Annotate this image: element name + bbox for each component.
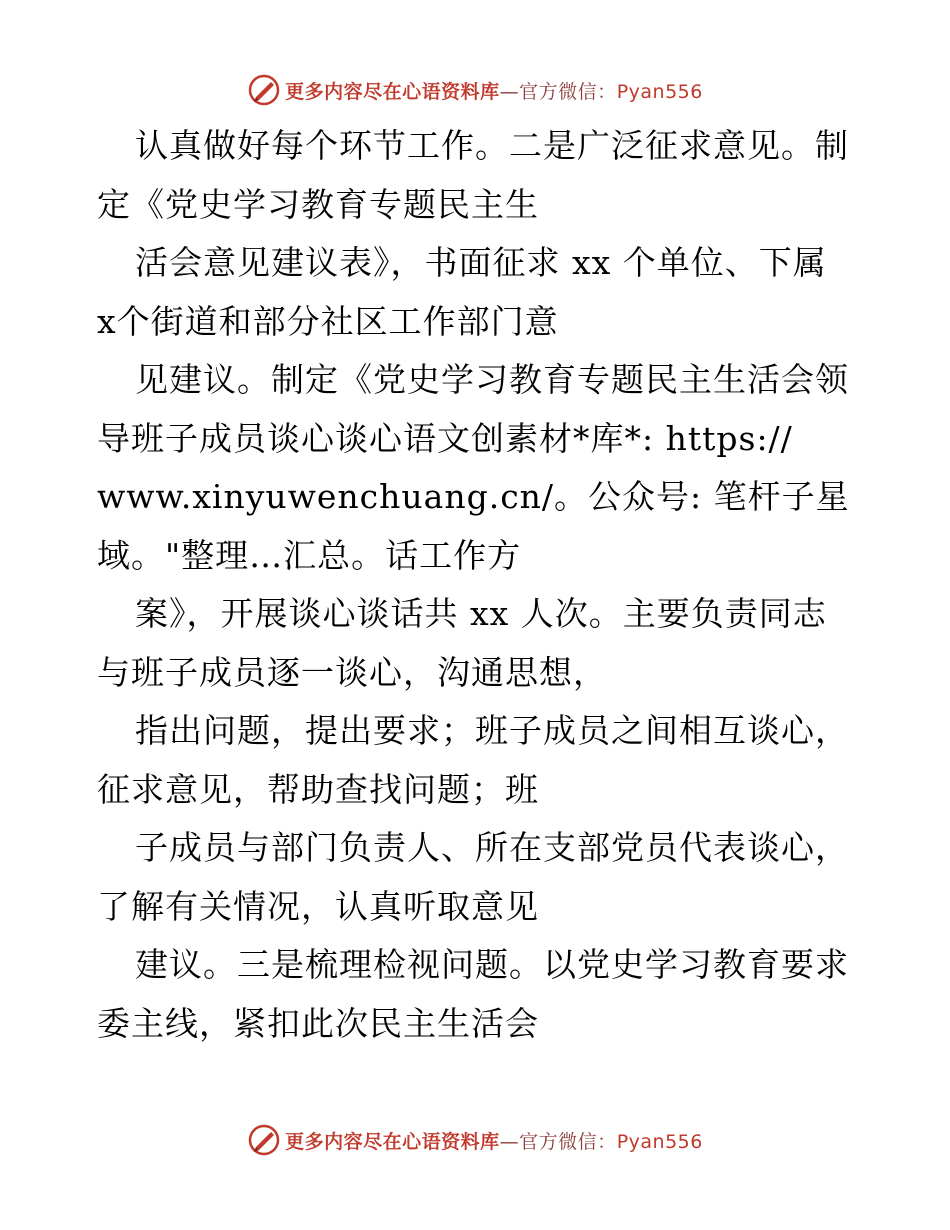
text-line: 见建议。制定《党史学习教育专题民主生活会领: [135, 360, 849, 399]
text-line: 子成员与部门负责人、所在支部党员代表谈心，: [135, 828, 849, 867]
text-line: 指出问题，提出要求；班子成员之间相互谈心，: [135, 711, 849, 750]
text-line: 征求意见，帮助查找问题；班: [97, 769, 539, 809]
banner-brand-text: 更多内容尽在心语资料库: [285, 80, 500, 103]
text-line: 导班子成员谈心谈心语文创素材*库*: https://: [97, 418, 793, 458]
text-line: x个街道和部分社区工作部门意: [97, 301, 559, 341]
text-line: 委主线，紧扣此次民主生活会: [97, 1003, 539, 1043]
brand-logo-icon: [247, 73, 281, 107]
text-line: 与班子成员逐一谈心，沟通思想，: [97, 652, 607, 692]
text-line: 域。"整理…汇总。话工作方: [97, 535, 522, 575]
banner-official-text: —官方微信：: [499, 80, 617, 103]
banner-brand-text: 更多内容尽在心语资料库: [285, 1130, 500, 1153]
text-line: 了解有关情况，认真听取意见: [97, 886, 539, 926]
footer-watermark-banner: [0, 1120, 950, 1160]
brand-logo-icon: [247, 1123, 281, 1157]
banner-wechat-id: Pyan556: [616, 80, 703, 103]
banner-wechat-id: Pyan556: [616, 1130, 703, 1153]
text-line: 建议。三是梳理检视问题。以党史学习教育要求: [135, 945, 849, 984]
text-line: 案》，开展谈心谈话共 xx 人次。主要负责同志: [135, 594, 827, 633]
banner-official-text: —官方微信：: [499, 1130, 617, 1153]
text-line: www.xinyuwenchuang.cn/。公众号: 笔杆子星: [97, 477, 850, 516]
document-body: [97, 117, 857, 1053]
text-line: 定《党史学习教育专题民主生: [97, 184, 539, 224]
text-line: 活会意见建议表》，书面征求 xx 个单位、下属: [135, 243, 827, 282]
text-line: 认真做好每个环节工作。二是广泛征求意见。制: [135, 126, 849, 165]
header-watermark-banner: [0, 70, 950, 110]
